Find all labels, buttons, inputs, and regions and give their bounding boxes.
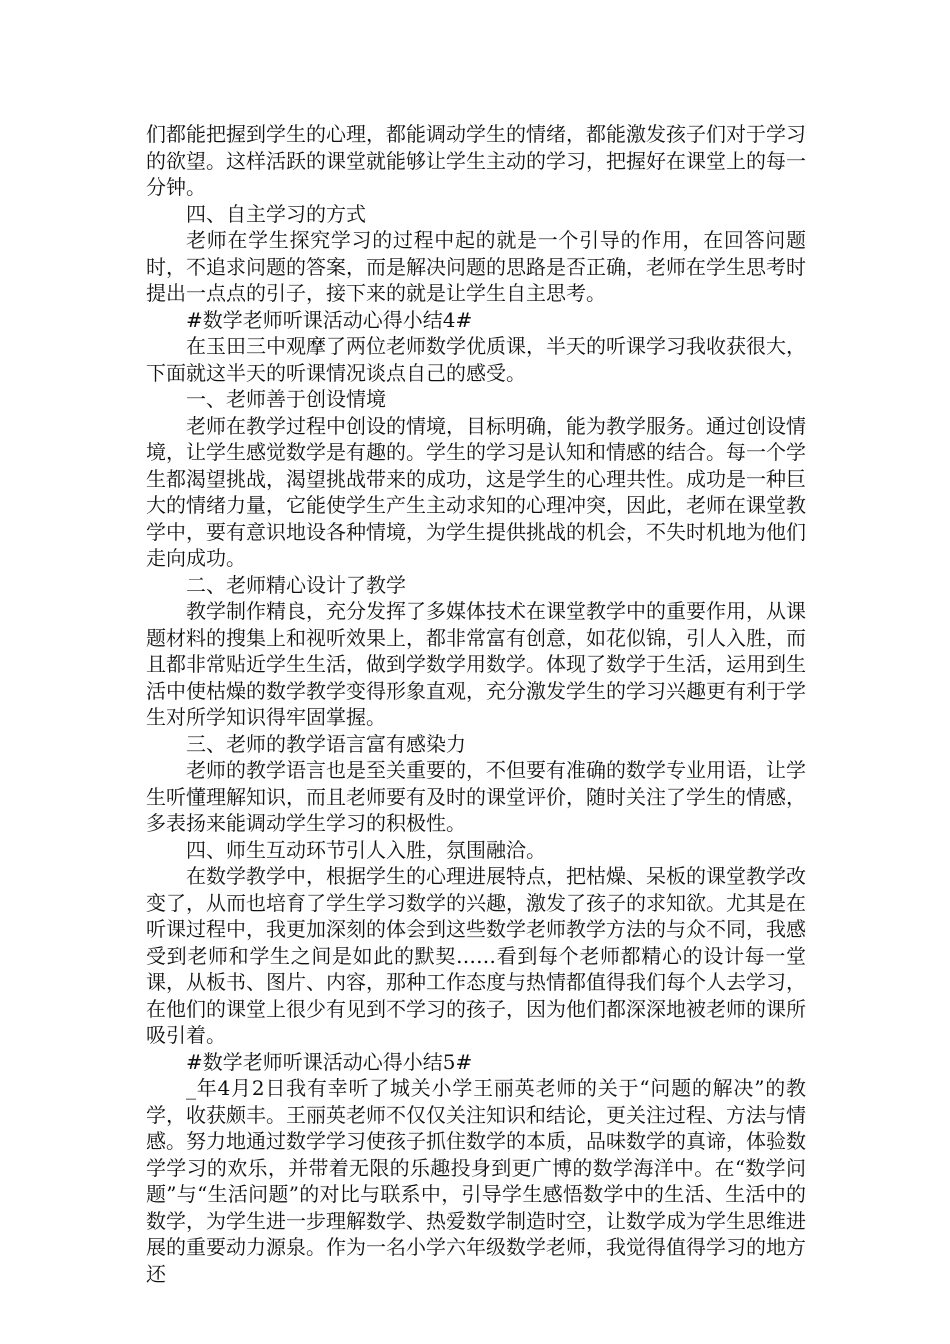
paragraph: 老师在学生探究学习的过程中起的就是一个引导的作用，在回答问题时，不追求问题的答案，而是解决问题的思路是否正确，老师在学生思考时提出一点点的引子，接下来的就是让学生自主思考。 — [146, 228, 806, 305]
section-title: #数学老师听课活动心得小结4# — [186, 307, 473, 332]
section-heading: 二、老师精心设计了教学 — [186, 572, 406, 597]
section-heading: 四、自主学习的方式 — [186, 201, 366, 226]
section-title: #数学老师听课活动心得小结5# — [186, 1049, 473, 1074]
document-body — [146, 121, 806, 1287]
paragraph: _年4月2日我有幸听了城关小学王丽英老师的关于“问题的解决”的教学，收获颇丰。王丽英老师不仅仅关注知识和结论，更关注过程、方法与情感。努力地通过数学学习使孩子抓住数学的本质，品味数学的真谛，体验数学学习的欢乐，并带着无限的乐趣投身到更广博的数学海洋中。在“数学问题”与“生活问题”的对比与联系中，引导学生感悟数学中的生活、生活中的数学，为学生进一步理解数学、热爱数学制造时空，让数学成为学生思维进展的重要动力源泉。作为一名小学六年级数学老师，我觉得值得学习的地方还 — [146, 1076, 806, 1286]
section-heading: 三、老师的教学语言富有感染力 — [186, 731, 466, 756]
section-heading: 四、师生互动环节引人入胜，氛围融洽。 — [186, 837, 546, 862]
paragraph: 在玉田三中观摩了两位老师数学优质课，半天的听课学习我收获很大，下面就这半天的听课情况谈点自己的感受。 — [146, 334, 806, 385]
paragraph: 教学制作精良，充分发挥了多媒体技术在课堂教学中的重要作用，从课题材料的搜集上和视听效果上，都非常富有创意，如花似锦，引人入胜，而且都非常贴近学生生活，做到学数学用数学。体现了数学于生活，运用到生活中使枯燥的数学教学变得形象直观，充分激发学生的学习兴趣更有利于学生对所学知识得牢固掌握。 — [146, 599, 806, 729]
paragraph: 老师的教学语言也是至关重要的，不但要有准确的数学专业用语，让学生听懂理解知识，而且老师要有及时的课堂评价，随时关注了学生的情感，多表扬来能调动学生学习的积极性。 — [146, 758, 806, 835]
paragraph: 在数学教学中，根据学生的心理进展特点，把枯燥、呆板的课堂教学改变了，从而也培育了学生学习数学的兴趣，激发了孩子的求知欲。尤其是在听课过程中，我更加深刻的体会到这些数学老师教学方法的与众不同，我感受到老师和学生之间是如此的默契……看到每个老师都精心的设计每一堂课，从板书、图片、内容，那种工作态度与热情都值得我们每个人去学习，在他们的课堂上很少有见到不学习的孩子，因为他们都深深地被老师的课所吸引着。 — [146, 864, 806, 1047]
section-heading: 一、老师善于创设情境 — [186, 387, 386, 411]
paragraph: 老师在教学过程中创设的情境，目标明确，能为教学服务。通过创设情境，让学生感觉数学是有趣的。学生的学习是认知和情感的结合。每一个学生都渴望挑战，渴望挑战带来的成功，这是学生的心理共性。成功是一种巨大的情绪力量，它能使学生产生主动求知的心理冲突，因此，老师在课堂教学中，要有意识地设各种情境，为学生提供挑战的机会，不失时机地为他们走向成功。 — [146, 413, 806, 570]
paragraph-continuation: 们都能把握到学生的心理，都能调动学生的情绪，都能激发孩子们对于学习的欲望。这样活跃的课堂就能够让学生主动的学习，把握好在课堂上的每一分钟。 — [146, 122, 806, 199]
